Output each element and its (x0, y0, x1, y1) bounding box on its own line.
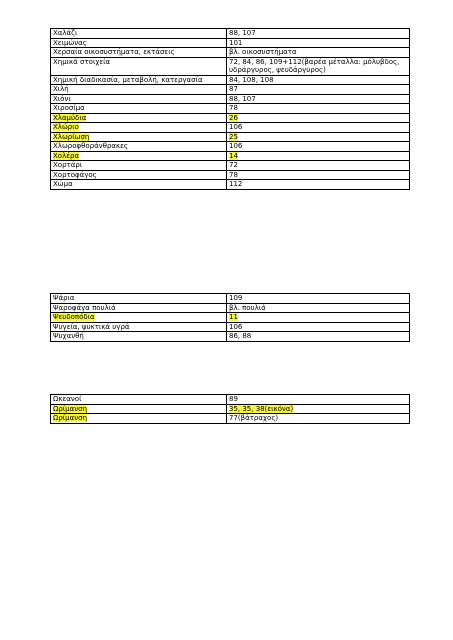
index-pages-text: 87 (229, 85, 238, 93)
index-table-chi (50, 28, 410, 190)
index-pages-text: 72, 84, 86, 109+112(βαρέα μέταλλα: μόλυβδος, υδράργυρος, ψευδάργυρος) (229, 57, 400, 74)
index-term (51, 313, 227, 323)
index-pages (227, 303, 410, 313)
index-pages-text: 101 (229, 38, 243, 47)
index-term (51, 142, 227, 152)
index-pages-text: βλ. οικοσυστήματα (229, 48, 297, 56)
table-row (51, 104, 410, 114)
index-term (51, 85, 227, 95)
index-pages-text: 84, 108, 108 (229, 75, 274, 84)
index-term-text: Χιόνι (53, 94, 71, 103)
index-pages-text: 78 (229, 170, 238, 179)
index-pages (227, 142, 410, 152)
index-pages-text: 78 (229, 104, 238, 112)
index-pages (227, 313, 410, 323)
table-row (51, 170, 410, 180)
index-term (51, 395, 227, 405)
index-term (51, 132, 227, 142)
index-term-text: Χημική διαδικασία, μεταβολή, κατεργασία (53, 75, 203, 84)
index-pages (227, 57, 410, 75)
index-pages (227, 180, 410, 190)
index-term (51, 104, 227, 114)
index-term (51, 123, 227, 133)
index-term (51, 113, 227, 123)
index-pages (227, 161, 410, 171)
index-pages-text: 88, 107 (229, 94, 256, 103)
table-row (51, 414, 410, 424)
index-pages (227, 414, 410, 424)
table-row (51, 123, 410, 133)
index-term (51, 94, 227, 104)
table-row (51, 113, 410, 123)
table-row (51, 161, 410, 171)
index-term (51, 180, 227, 190)
index-pages-text: 88, 107 (229, 29, 256, 37)
table-row (51, 57, 410, 75)
index-pages-text: 106 (229, 142, 243, 150)
index-pages-text: 106 (229, 123, 243, 131)
index-pages (227, 151, 410, 161)
index-term-text: Χώμα (53, 180, 73, 188)
index-term (51, 322, 227, 332)
index-pages (227, 132, 410, 142)
table-row (51, 85, 410, 95)
table-row (51, 142, 410, 152)
index-term-text: Χημικά στοιχεία (53, 57, 111, 66)
index-term-text: Ωρίμανση (53, 404, 88, 413)
index-term-text: Ψαροφάγα πουλιά (53, 303, 116, 312)
index-pages-text: 35, 35, 38(εικόνα) (229, 404, 294, 413)
index-term-text: Χιροσίμα (53, 104, 85, 112)
table-row (51, 132, 410, 142)
index-term (51, 75, 227, 85)
table-row (51, 29, 410, 39)
index-pages-text: 11 (229, 313, 238, 321)
index-term-text: Ψυγεία, ψυκτικά υγρά (53, 322, 130, 331)
table-row (51, 75, 410, 85)
index-pages (227, 104, 410, 114)
table-row (51, 180, 410, 190)
table-row (51, 313, 410, 323)
index-term-text: Ωκεανοί (53, 395, 82, 403)
index-term-text: Χλωρίωση (53, 132, 90, 141)
index-term (51, 404, 227, 414)
index-term-text: Χορτάρι (53, 161, 83, 169)
table-row (51, 151, 410, 161)
index-pages (227, 404, 410, 414)
index-term (51, 29, 227, 39)
index-term (51, 332, 227, 342)
table-row (51, 404, 410, 414)
table-row (51, 38, 410, 48)
table-row (51, 294, 410, 304)
table-row (51, 395, 410, 405)
index-term-text: Χαλάζι (53, 29, 78, 37)
index-term (51, 170, 227, 180)
index-pages (227, 322, 410, 332)
index-term (51, 294, 227, 304)
index-pages (227, 395, 410, 405)
index-term (51, 303, 227, 313)
index-table-psi (50, 293, 410, 342)
index-term (51, 48, 227, 58)
index-pages (227, 29, 410, 39)
index-term (51, 414, 227, 424)
index-pages-text: 14 (229, 151, 238, 160)
index-term (51, 57, 227, 75)
table-row (51, 48, 410, 58)
index-term-text: Χορτοφάγος (53, 170, 97, 179)
index-term-text: Χλωροφθοράνθρακες (53, 142, 129, 150)
index-pages (227, 123, 410, 133)
index-term (51, 161, 227, 171)
index-pages-text: βλ. πουλιά (229, 303, 266, 312)
index-pages-text: 112 (229, 180, 243, 188)
index-pages-text: 77(βάτραχος) (229, 414, 279, 422)
index-term-text: Χειμώνας (53, 38, 87, 47)
index-pages (227, 294, 410, 304)
index-pages-text: 109 (229, 294, 243, 302)
index-table-omega (50, 394, 410, 424)
index-pages-text: 106 (229, 322, 243, 331)
index-term (51, 38, 227, 48)
index-term-text: Χολέρα (53, 151, 80, 160)
index-pages (227, 38, 410, 48)
index-pages (227, 113, 410, 123)
index-pages-text: 26 (229, 113, 238, 122)
index-pages (227, 332, 410, 342)
index-term-text: Χλώριο (53, 123, 79, 131)
table-row (51, 94, 410, 104)
index-term (51, 151, 227, 161)
index-term-text: Ωρίμανση (53, 414, 88, 422)
index-pages (227, 48, 410, 58)
table-row (51, 322, 410, 332)
index-pages-text: 25 (229, 132, 238, 141)
index-pages (227, 85, 410, 95)
index-term-text: Χλαμύδια (53, 113, 87, 122)
index-pages-text: 89 (229, 395, 238, 403)
index-pages (227, 94, 410, 104)
index-pages-text: 86, 88 (229, 332, 252, 340)
table-row (51, 303, 410, 313)
index-term-text: Ψάρια (53, 294, 75, 302)
index-term-text: Ψευδοπόδια (53, 313, 95, 321)
index-pages (227, 75, 410, 85)
table-row (51, 332, 410, 342)
index-term-text: Ψυχανθή (53, 332, 84, 340)
index-term-text: Χιλή (53, 85, 69, 93)
index-term-text: Χερσαία οικοσυστήματα, εκτάσεις (53, 48, 175, 56)
index-pages (227, 170, 410, 180)
index-pages-text: 72 (229, 161, 238, 169)
